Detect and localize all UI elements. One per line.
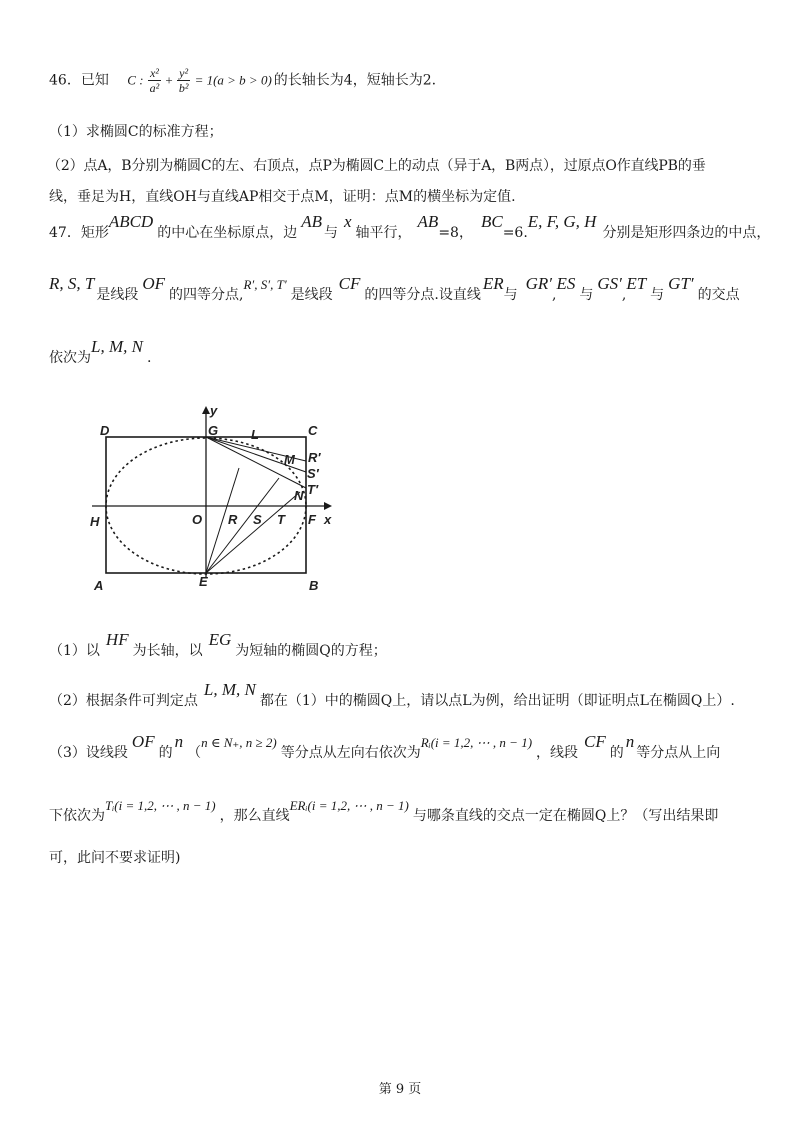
q46-part2-line1: （2）点A，B分别为椭圆C的左、右顶点，点P为椭圆C上的动点（异于A，B两点），过原点O作直线PB的垂 bbox=[47, 158, 706, 174]
q46-part1: （1）求椭圆C的标准方程； bbox=[49, 124, 223, 140]
label-r: R bbox=[228, 512, 238, 527]
math-n: n bbox=[174, 732, 184, 751]
q47-p1c: 为短轴的椭圆Q的方程； bbox=[235, 643, 387, 659]
label-e: E bbox=[199, 574, 208, 589]
math-et: ET bbox=[626, 274, 647, 293]
math-ri: Rᵢ(i = 1,2, ⋯ , n − 1) bbox=[420, 735, 533, 750]
q47-p3a: （3）设线段 bbox=[49, 745, 128, 761]
label-x: x bbox=[324, 512, 332, 527]
q47-l2-c1: , bbox=[552, 287, 557, 303]
q47-l2a: 是线段 bbox=[96, 287, 139, 303]
q47-l1a: 47．矩形 bbox=[49, 225, 109, 241]
q47-p1b: 为长轴，以 bbox=[132, 643, 203, 659]
q47-l1d: 轴平行， bbox=[355, 225, 412, 241]
q47-line3 bbox=[49, 337, 152, 368]
math-gt: GT′ bbox=[668, 274, 694, 293]
q47-p4b: ，那么直线 bbox=[219, 808, 290, 824]
q47-l2b: 的四等分点, bbox=[169, 287, 244, 303]
q47-p2b: 都在（1）中的椭圆Q上，请以点L为例，给出证明（即证明点L在椭圆Q上）. bbox=[259, 693, 735, 709]
math-lmn: L, M, N bbox=[91, 337, 143, 356]
q47-p4a: 下依次为 bbox=[49, 808, 105, 824]
label-n: N bbox=[294, 488, 304, 503]
frac-y-num: y² bbox=[179, 66, 189, 80]
label-c: C bbox=[308, 423, 318, 438]
frac-x bbox=[148, 66, 161, 95]
math-of-2: OF bbox=[131, 732, 155, 751]
label-s-prime: S′ bbox=[307, 466, 319, 481]
math-gs: GS′ bbox=[597, 274, 622, 293]
math-er: ER bbox=[482, 274, 504, 293]
label-g: G bbox=[208, 423, 219, 438]
q47-p3c: （ bbox=[187, 745, 202, 761]
page-number: 第 9 页 bbox=[378, 1082, 422, 1097]
q46-line1 bbox=[49, 66, 436, 95]
q47-part3 bbox=[49, 732, 721, 763]
math-cf: CF bbox=[338, 274, 361, 293]
q46-part2-line2: 线，垂足为H，直线OH与直线AP相交于点M，证明：点M的横坐标为定值. bbox=[49, 189, 516, 205]
label-h: H bbox=[90, 514, 100, 529]
label-r-prime: R′ bbox=[308, 450, 321, 465]
math-gr: GR′ bbox=[525, 274, 553, 293]
q47-l2-yu3: 与 bbox=[650, 287, 665, 303]
eq-prefix: C : bbox=[127, 72, 144, 88]
q46-after: 的长轴长为4，短轴长为2. bbox=[273, 72, 437, 89]
line-e-t bbox=[206, 492, 300, 573]
math-es: ES bbox=[556, 274, 576, 293]
math-rst-prime: R′, S′, T′ bbox=[243, 277, 287, 292]
q47-line2 bbox=[49, 274, 740, 305]
q47-l1g: 分别是矩形四条边的中点， bbox=[602, 225, 771, 241]
q47-part1 bbox=[49, 630, 387, 661]
q46-number: 46．已知 bbox=[49, 72, 109, 89]
eq-suffix: = 1(a > b > 0) bbox=[194, 72, 272, 88]
math-ab: AB bbox=[301, 212, 322, 231]
q47-l2-yu2: 与 bbox=[579, 287, 594, 303]
math-of: OF bbox=[142, 274, 166, 293]
label-t-prime: T′ bbox=[307, 482, 319, 497]
math-n-2: n bbox=[625, 732, 635, 751]
frac-y-den: b² bbox=[178, 81, 189, 95]
label-f: F bbox=[308, 512, 316, 527]
geometry-figure bbox=[86, 402, 346, 597]
math-rst: R, S, T bbox=[49, 274, 95, 293]
x-axis-arrow bbox=[324, 502, 332, 510]
math-ti: Tᵢ(i = 1,2, ⋯ , n − 1) bbox=[105, 798, 216, 813]
q47-part3-end: 可，此问不要求证明) bbox=[49, 850, 181, 866]
math-lmn-2: L, M, N bbox=[203, 680, 256, 699]
math-bc: BC bbox=[480, 212, 503, 231]
math-efgh: E, F, G, H bbox=[527, 212, 597, 231]
q47-part2 bbox=[49, 680, 735, 711]
frac-y bbox=[177, 66, 190, 95]
math-x: x bbox=[344, 212, 352, 231]
math-cf-2: CF bbox=[584, 732, 606, 751]
label-d: D bbox=[100, 423, 110, 438]
label-b: B bbox=[309, 578, 319, 593]
q47-l1f: =6. bbox=[502, 225, 528, 241]
q47-l1c: 与 bbox=[324, 225, 338, 241]
math-ab2: AB bbox=[417, 212, 439, 231]
q47-l1e: =8， bbox=[438, 225, 473, 241]
math-n-condition: n ∈ N₊, n ≥ 2) bbox=[201, 735, 277, 750]
q47-line1 bbox=[49, 212, 771, 243]
q47-l3dot: . bbox=[146, 350, 152, 366]
y-axis-arrow bbox=[202, 406, 210, 414]
label-y: y bbox=[210, 403, 218, 418]
q47-p1a: （1）以 bbox=[49, 643, 100, 659]
q47-part3-cont bbox=[49, 798, 719, 826]
q47-p3f: 的 bbox=[609, 745, 624, 761]
math-eg: EG bbox=[208, 630, 232, 649]
frac-x-num: x² bbox=[149, 66, 159, 80]
q47-l2c: 是线段 bbox=[290, 287, 333, 303]
q47-p3e: ，线段 bbox=[536, 745, 579, 761]
q47-l3a: 依次为 bbox=[49, 350, 91, 366]
math-eri: ERᵢ(i = 1,2, ⋯ , n − 1) bbox=[289, 798, 409, 813]
label-l: L bbox=[251, 427, 259, 442]
frac-x-den: a² bbox=[149, 81, 160, 95]
q47-p4c: 与哪条直线的交点一定在椭圆Q上？（写出结果即 bbox=[412, 808, 719, 824]
q47-l2-yu1: 与 bbox=[503, 287, 518, 303]
label-o: O bbox=[192, 512, 203, 527]
label-t: T bbox=[277, 512, 285, 527]
q47-p2a: （2）根据条件可判定点 bbox=[49, 693, 198, 709]
math-abcd: ABCD bbox=[108, 212, 154, 231]
q47-l2-c2: , bbox=[621, 287, 627, 303]
label-a: A bbox=[94, 578, 104, 593]
eq-plus: + bbox=[165, 72, 173, 88]
label-m: M bbox=[284, 452, 295, 467]
q47-l2d: 的四等分点.设直线 bbox=[364, 287, 481, 303]
q47-l2e: 的交点 bbox=[697, 287, 740, 303]
q47-p3d: 等分点从左向右依次为 bbox=[280, 745, 421, 761]
math-hf: HF bbox=[105, 630, 129, 649]
q47-p3b: 的 bbox=[158, 745, 173, 761]
q47-l1b: 的中心在坐标原点，边 bbox=[157, 225, 298, 241]
q46-equation bbox=[127, 66, 272, 95]
q47-p3g: 等分点从上向 bbox=[636, 745, 721, 761]
label-s: S bbox=[253, 512, 262, 527]
